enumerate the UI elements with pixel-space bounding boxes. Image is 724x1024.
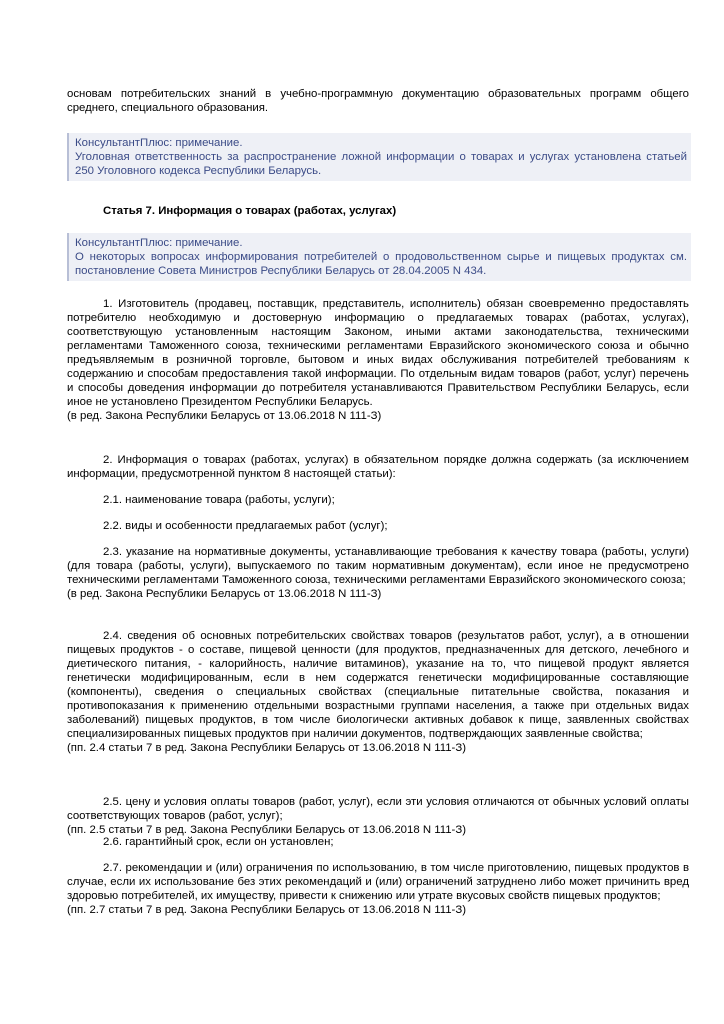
subparagraph-2-5 xyxy=(67,795,689,837)
article-title: Статья 7. Информация о товарах (работах, услугах) xyxy=(103,205,397,217)
subparagraph-2-4-edition-link[interactable]: (пп. 2.4 статьи 7 в ред. Закона Республики Беларусь от 13.06.2018 N 111-З) xyxy=(67,742,467,754)
paragraph-1-edition-link[interactable]: (в ред. Закона Республики Беларусь от 13.06.2018 N 111-З) xyxy=(67,410,382,422)
paragraph-1 xyxy=(67,297,689,423)
subparagraph-2-3-text: 2.3. указание на нормативные документы, устанавливающие требования к качеству товара (работы, услуги) (для товара (работы, услуги), выпускаемого по таким нормативным документам), если иное не предусмотрено техническими регламентами Таможенного союза, техническими регламентами Евразийского экономического союза; xyxy=(67,546,689,586)
paragraph-2: 2. Информация о товарах (работах, услугах) в обязательном порядке должна содержать (за исключением информации, предусмотренной пунктом 8 настоящей статьи): xyxy=(67,454,689,480)
subparagraph-2-7 xyxy=(67,861,689,917)
paragraph-1-text: 1. Изготовитель (продавец, поставщик, представитель, исполнитель) обязан своевременно предоставлять потребителю необходимую и достоверную информацию о предлагаемых товарах (работах, услугах), соответствующую установленным настоящим Законом, иными актами законодательства, техническими регламентами Таможенного союза, техническими регламентами Евразийского экономического союза и обычно предъявляемым в розничной торговле, бытовом и иных видах обслуживания потребителей требованиям к содержанию и способам предоставления такой информации. По отдельным видам товаров (работ, услуг) перечень и способы доведения информации до потребителя устанавливаются Правительством Республики Беларусь, если иное не установлено Президентом Республики Беларусь. xyxy=(67,298,689,408)
intro-paragraph: основам потребительских знаний в учебно-программную документацию образовательных программ общего среднего, специального образования. xyxy=(67,88,689,114)
subparagraph-2-4 xyxy=(67,629,689,755)
subparagraph-2-7-edition-link[interactable]: (пп. 2.7 статьи 7 в ред. Закона Республики Беларусь от 13.06.2018 N 111-З) xyxy=(67,904,467,916)
subparagraph-2-3 xyxy=(67,545,689,601)
subparagraph-2-4-text: 2.4. сведения об основных потребительских свойствах товаров (результатов работ, услуг), а в отношении пищевых продуктов - о составе, пищевой ценности (для продуктов, предназначенных для детского, лечебного и диетического питания, - калорийность, наличие витаминов), указание на то, что пищевой продукт является генетически модифицированным, если в нем содержатся генетически модифицированные составляющие (компоненты), сведения о специальных свойствах (специальные питательные свойства, показания и противопоказания к применению отдельными возрастными группами населения, а также при отдельных видах заболеваний) пищевых продуктов, в том числе биологически активных добавок к пище, заявленных свойствах специализированных пищевых продуктов при наличии документов, подтверждающих заявленные свойства; xyxy=(67,630,689,740)
consultant-note-criminal-liability xyxy=(67,133,691,181)
subparagraph-2-5-text: 2.5. цену и условия оплаты товаров (работ, услуг), если эти условия отличаются от обычных условий оплаты соответствующих товаров (работ, услуг); xyxy=(67,796,689,822)
consultant-note-food-information xyxy=(67,233,691,281)
subparagraph-2-6: 2.6. гарантийный срок, если он установлен; xyxy=(103,836,334,848)
subparagraph-2-5-edition-link[interactable]: (пп. 2.5 статьи 7 в ред. Закона Республики Беларусь от 13.06.2018 N 111-З) xyxy=(67,824,467,836)
subparagraph-2-7-text: 2.7. рекомендации и (или) ограничения по использованию, в том числе приготовлению, пищевых продуктов в случае, если их использование без этих рекомендаций и (или) ограничений затруднено либо может причинить вред здоровью потребителей, их имуществу, привести к снижению или утрате вкусовых свойств пищевых продуктов; xyxy=(67,862,689,902)
note-text[interactable]: О некоторых вопросах информирования потребителей о продовольственном сырье и пищевых продуктах см. постановление Совета Министров Республики Беларусь от 28.04.2005 N 434. xyxy=(75,251,687,277)
note-text[interactable]: Уголовная ответственность за распространение ложной информации о товарах и услугах установлена статьей 250 Уголовного кодекса Республики Беларусь. xyxy=(75,151,687,177)
note-label: КонсультантПлюс: примечание. xyxy=(75,237,243,249)
subparagraph-2-3-edition-link[interactable]: (в ред. Закона Республики Беларусь от 13.06.2018 N 111-З) xyxy=(67,588,382,600)
note-label: КонсультантПлюс: примечание. xyxy=(75,137,243,149)
subparagraph-2-2: 2.2. виды и особенности предлагаемых работ (услуг); xyxy=(103,520,388,532)
subparagraph-2-1: 2.1. наименование товара (работы, услуги); xyxy=(103,494,335,506)
